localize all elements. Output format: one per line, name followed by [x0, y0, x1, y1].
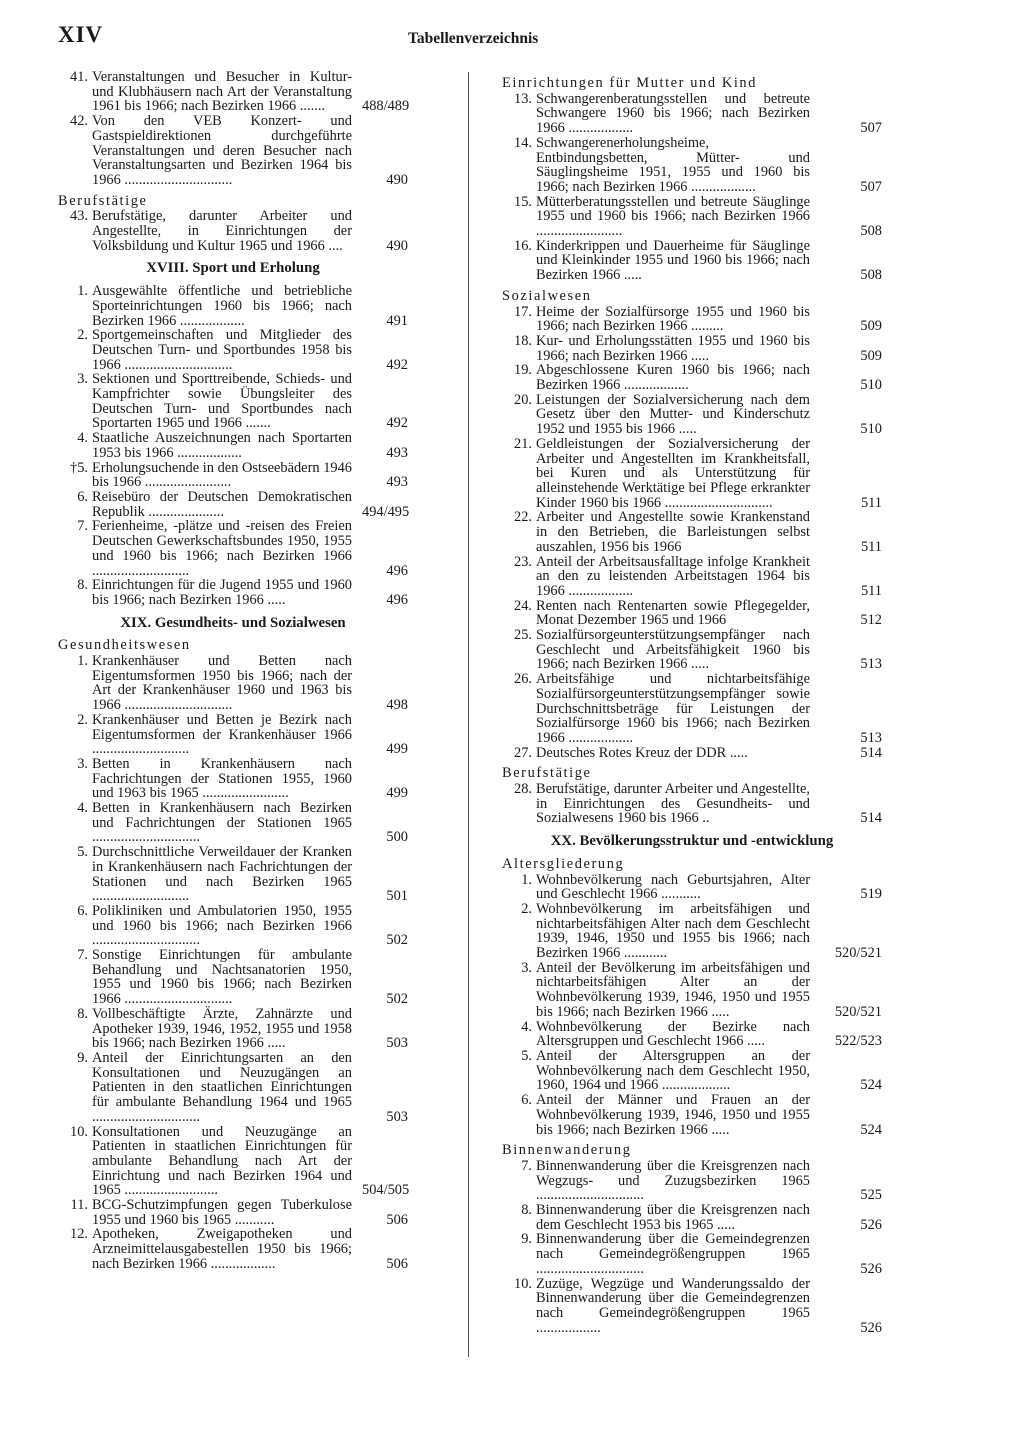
entry-number: 2.	[77, 711, 88, 728]
page-number: XIV	[58, 22, 104, 47]
entry-title: Staatliche Auszeichnungen nach Sportarten 1953 bis 1966 ..................	[92, 430, 352, 461]
entry-page: 496	[386, 591, 408, 608]
toc-entry	[502, 873, 882, 902]
toc-entry	[502, 1159, 882, 1203]
entry-page: 506	[386, 1255, 408, 1272]
entry-number: †5.	[70, 459, 88, 476]
toc-entry	[58, 578, 408, 607]
section-title: XIX. Gesundheits- und Sozialwesen	[120, 614, 346, 631]
toc-entry	[58, 284, 408, 328]
entry-number: 9.	[521, 1231, 532, 1248]
entry-title: Krankenhäuser und Betten je Bezirk nach Eigentumsformen der Krankenhäuser 1966 ...........................	[92, 711, 352, 758]
entry-number: 11.	[70, 1197, 88, 1214]
entry-number: 43.	[70, 208, 88, 225]
entry-number: 24.	[514, 597, 532, 614]
toc-entry	[58, 1227, 408, 1271]
entry-page: 492	[386, 356, 408, 373]
toc-entry	[502, 363, 882, 392]
toc-entry	[58, 801, 408, 845]
entry-page: 498	[386, 697, 408, 714]
toc-entry	[502, 334, 882, 363]
entry-number: 21.	[514, 435, 532, 452]
toc-entry	[58, 1051, 408, 1125]
entry-title: Wohnbevölkerung im arbeitsfähigen und nichtarbeitsfähigen Alter nach dem Geschlecht 1939, 1946, 1950 und 1955 bis 1966; nach Bezirken 1966 ............	[536, 900, 810, 962]
toc-entry	[58, 209, 408, 253]
entry-title: Apotheken, Zweigapotheken und Arzneimittelausgabestellen 1950 bis 1966; nach Bezirken 1966 ..................	[92, 1226, 352, 1272]
entry-number: 26.	[514, 671, 532, 688]
entry-page: 494/495	[362, 503, 410, 520]
entry-number: 6.	[521, 1092, 532, 1109]
entry-title: Deutsches Rotes Kreuz der DDR .....	[536, 744, 748, 761]
toc-entry	[58, 1125, 408, 1199]
entry-number: 13.	[514, 90, 532, 107]
entry-number: 5.	[77, 844, 88, 861]
entry-number: 14.	[514, 134, 532, 151]
entry-page: 506	[386, 1211, 408, 1228]
entry-title: Sonstige Einrichtungen für ambulante Behandlung und Nachtsanatorien 1950, 1955 und 1960 bis 1966; nach Bezirken 1966 ..............................	[92, 947, 352, 1008]
entry-number: 12.	[70, 1226, 88, 1243]
toc-entry	[58, 461, 408, 490]
toc-entry	[502, 1093, 882, 1137]
entry-number: 3.	[77, 371, 88, 388]
entry-page: 500	[386, 829, 408, 846]
entry-page: 526	[860, 1260, 882, 1277]
entry-title: Reisebüro der Deutschen Demokratischen Republik .....................	[92, 488, 352, 520]
toc-entry	[502, 1232, 882, 1276]
toc-entry	[58, 70, 408, 114]
entry-number: 2.	[521, 900, 532, 917]
entry-number: 2.	[77, 327, 88, 344]
entry-number: 3.	[77, 755, 88, 772]
entry-page: 502	[386, 991, 408, 1008]
entry-number: 1.	[77, 653, 88, 670]
entry-title: Kinderkrippen und Dauerheime für Säuglinge und Kleinkinder 1955 und 1960 bis 1966; nach Bezirken 1966 .....	[536, 237, 810, 284]
entry-title: Wohnbevölkerung nach Geburtsjahren, Alter und Geschlecht 1966 ...........	[536, 871, 810, 903]
toc-entry	[58, 114, 408, 188]
group-heading: Berufstätige	[58, 192, 148, 209]
entry-number: 23.	[514, 553, 532, 570]
entry-number: 7.	[77, 518, 88, 535]
entry-title: Veranstaltungen und Besucher in Kultur- und Klubhäusern nach Art der Veranstaltung 1961 bis 1966; nach Bezirken 1966 .......	[92, 69, 352, 115]
entry-title: Anteil der Einrichtungsarten an den Konsultationen und Neuzugängen an Patienten in den staatlichen Einrichtungen für ambulante Behandlung 1964 und 1965 ..............................	[92, 1050, 352, 1125]
toc-entry	[502, 555, 882, 599]
entry-page: 524	[860, 1121, 882, 1138]
entry-page: 512	[860, 612, 882, 629]
entry-title: Renten nach Rentenarten sowie Pflegegelder, Monat Dezember 1965 und 1966	[536, 597, 810, 629]
entry-title: Sportgemeinschaften und Mitglieder des Deutschen Turn- und Sportbundes 1958 bis 1966 ..............................	[92, 327, 352, 373]
entry-page: 504/505	[362, 1182, 410, 1199]
toc-entry	[58, 1007, 408, 1051]
entry-number: 8.	[77, 577, 88, 594]
entry-title: Einrichtungen für die Jugend 1955 und 1960 bis 1966; nach Bezirken 1966 .....	[92, 577, 352, 608]
entry-title: Binnenwanderung über die Gemeindegrenzen nach Gemeindegrößengruppen 1965 ..............................	[536, 1231, 810, 1277]
entry-page: 491	[386, 312, 408, 329]
entry-number: 19.	[514, 362, 532, 379]
group-heading: Altersgliederung	[502, 855, 625, 872]
entry-title: Wohnbevölkerung der Bezirke nach Altersgruppen und Geschlecht 1966 .....	[536, 1018, 810, 1050]
entry-title: Binnenwanderung über die Kreisgrenzen nach Wegzugs- und Zuzugsbezirken 1965 ..............................	[536, 1157, 810, 1204]
entry-page: 513	[860, 656, 882, 673]
toc-entry	[502, 510, 882, 554]
entry-number: 7.	[77, 947, 88, 964]
toc-entry	[58, 490, 408, 519]
toc-entry	[502, 782, 882, 826]
entry-page: 493	[386, 444, 408, 461]
entry-page: 501	[386, 888, 408, 905]
entry-page: 519	[860, 886, 882, 903]
entry-number: 16.	[514, 237, 532, 254]
entry-page: 502	[386, 932, 408, 949]
entry-title: Binnenwanderung über die Kreisgrenzen nach dem Geschlecht 1953 bis 1965 .....	[536, 1202, 810, 1233]
group-heading: Sozialwesen	[502, 287, 592, 304]
toc-entry	[502, 393, 882, 437]
entry-title: Schwangerenerholungsheime, Entbindungsbetten, Mütter- und Säuglingsheime 1951, 1955 und 1960 bis 1966; nach Bezirken 1966 ..................	[536, 134, 810, 195]
entry-number: 6.	[77, 902, 88, 919]
toc-entry	[58, 1198, 408, 1227]
entry-title: Geldleistungen der Sozialversicherung der Arbeiter und Angestellten im Krankheitsfall, bei Kuren und als Unterstützung für alleinstehende Werktätige bei Pflege erkrankter Kinder 1960 bis 1966 ..............................	[536, 435, 810, 511]
entry-page: 503	[386, 1108, 408, 1125]
entry-number: 42.	[70, 113, 88, 130]
page-header-title: Tabellenverzeichnis	[408, 30, 539, 47]
entry-title: Ferienheime, -plätze und -reisen des Freien Deutschen Gewerkschaftsbundes 1950, 1955 und 1960 bis 1966; nach Bezirken 1966 ...........................	[92, 518, 352, 579]
entry-number: 5.	[521, 1048, 532, 1064]
entry-number: 4.	[77, 800, 88, 817]
entry-number: 18.	[514, 332, 532, 349]
entry-page: 488/489	[362, 98, 410, 115]
entry-page: 526	[860, 1216, 882, 1233]
entry-title: Durchschnittliche Verweildauer der Kranken in Krankenhäusern nach Fachrichtungen der Stationen und nach Bezirken 1965 ...........................	[92, 844, 352, 905]
entry-title: Arbeiter und Angestellte sowie Krankenstand in den Betrieben, die Barleistungen selbst auszahlen, 1956 bis 1966	[536, 509, 810, 555]
entry-page: 511	[860, 582, 882, 599]
entry-title: Konsultationen und Neuzugänge an Patienten in staatlichen Einrichtungen für ambulante Behandlung nach Art der Einrichtung und nach Bezirken 1964 und 1965 ..........................	[92, 1123, 352, 1199]
entry-number: 3.	[521, 959, 532, 976]
entry-page: 509	[860, 318, 882, 335]
entry-title: Krankenhäuser und Betten nach Eigentumsformen 1950 bis 1966; nach der Art der Krankenhäuser 1960 und 1963 bis 1966 ..............................	[92, 653, 352, 714]
toc-entry	[58, 845, 408, 904]
entry-page: 499	[386, 741, 408, 758]
entry-number: 8.	[77, 1005, 88, 1022]
entry-number: 10.	[514, 1275, 532, 1292]
entry-page: 492	[386, 415, 408, 432]
entry-number: 9.	[77, 1050, 88, 1066]
toc-entry	[502, 195, 882, 239]
entry-title: Kur- und Erholungsstätten 1955 und 1960 bis 1966; nach Bezirken 1966 .....	[536, 332, 810, 364]
entry-title: Betten in Krankenhäusern nach Fachrichtungen der Stationen 1955, 1960 und 1963 bis 1965 ........................	[92, 755, 352, 802]
entry-page: 514	[860, 810, 882, 827]
entry-title: Anteil der Arbeitsausfalltage infolge Krankheit an den zu leistenden Arbeitstagen 1964 bis 1966 ..................	[536, 553, 810, 599]
entry-page: 520/521	[834, 1003, 882, 1020]
entry-title: BCG-Schutzimpfungen gegen Tuberkulose 1955 und 1960 bis 1965 ...........	[92, 1197, 352, 1228]
entry-page: 520/521	[834, 945, 882, 962]
entry-number: 41.	[70, 69, 88, 85]
entry-number: 22.	[514, 509, 532, 526]
section-title: XX. Bevölkerungsstruktur und -entwicklung	[550, 833, 834, 850]
entry-title: Abgeschlossene Kuren 1960 bis 1966; nach Bezirken 1966 ..................	[536, 362, 810, 394]
entry-title: Ausgewählte öffentliche und betriebliche Sporteinrichtungen 1960 bis 1966; nach Bezirken 1966 ..................	[92, 283, 352, 329]
entry-number: 27.	[514, 744, 532, 761]
toc-entry	[502, 902, 882, 961]
entry-title: Von den VEB Konzert- und Gastspieldirektionen durchgeführte Veranstaltungen und deren Besucher nach Veranstaltungsarten und Bezirken 1964 bis 1966 ..............................	[92, 113, 352, 188]
entry-page: 524	[860, 1077, 882, 1094]
entry-page: 513	[860, 729, 882, 746]
entry-title: Zuzüge, Wegzüge und Wanderungssaldo der Binnenwanderung über die Gemeindegrenzen nach Gemeindegrößengruppen 1965 ..................	[536, 1275, 810, 1336]
toc-entry	[58, 328, 408, 372]
entry-number: 28.	[514, 781, 532, 798]
entry-number: 8.	[521, 1202, 532, 1219]
entry-title: Erholungsuchende in den Ostseebädern 1946 bis 1966 ........................	[92, 459, 352, 491]
entry-page: 496	[386, 562, 408, 579]
entry-title: Arbeitsfähige und nichtarbeitsfähige Sozialfürsorgeunterstützungsempfänger sowie Durchschnittsbeträge für Leistungen der Sozialfürsorge 1960 bis 1966; nach Bezirken 1966 ..................	[536, 671, 810, 746]
toc-entry	[58, 948, 408, 1007]
entry-title: Leistungen der Sozialversicherung nach dem Gesetz über den Mutter- und Kinderschutz 1952 und 1955 bis 1966 .....	[536, 391, 810, 438]
toc-entry	[58, 431, 408, 460]
toc-entry	[58, 519, 408, 578]
toc-entry	[502, 599, 882, 628]
entry-title: Polikliniken und Ambulatorien 1950, 1955 und 1960 bis 1966; nach Bezirken 1966 ..............................	[92, 902, 352, 949]
entry-number: 6.	[77, 488, 88, 505]
entry-title: Heime der Sozialfürsorge 1955 und 1960 bis 1966; nach Bezirken 1966 .........	[536, 303, 810, 335]
toc-entry	[502, 961, 882, 1020]
entry-page: 508	[860, 223, 882, 240]
entry-page: 499	[386, 785, 408, 802]
entry-number: 15.	[514, 193, 532, 210]
group-heading: Binnenwanderung	[502, 1142, 632, 1159]
entry-page: 511	[860, 538, 882, 555]
toc-entry	[58, 372, 408, 431]
toc-entry	[502, 136, 882, 195]
entry-page: 507	[860, 178, 882, 195]
toc-entry	[502, 672, 882, 746]
entry-page: 490	[386, 237, 408, 254]
toc-entry	[502, 1203, 882, 1232]
toc-entry	[502, 239, 882, 283]
entry-number: 7.	[521, 1157, 532, 1174]
toc-entry	[58, 713, 408, 757]
entry-title: Mütterberatungsstellen und betreute Säuglinge 1955 und 1960 bis 1966; nach Bezirken 1966 ........................	[536, 193, 810, 240]
toc-entry	[502, 437, 882, 511]
entry-page: 493	[386, 474, 408, 491]
entry-number: 25.	[514, 627, 532, 644]
entry-title: Betten in Krankenhäusern nach Bezirken und Fachrichtungen der Stationen 1965 ..............................	[92, 800, 352, 846]
group-heading: Gesundheitswesen	[58, 637, 191, 654]
group-heading: Berufstätige	[502, 765, 592, 782]
entry-page: 509	[860, 347, 882, 364]
entry-page: 514	[860, 744, 882, 761]
right-column	[502, 70, 882, 1335]
entry-page: 507	[860, 120, 882, 137]
entry-title: Anteil der Männer und Frauen an der Wohnbevölkerung 1939, 1946, 1950 und 1955 bis 1966; nach Bezirken 1966 .....	[536, 1092, 810, 1138]
left-column	[58, 70, 408, 1272]
group-heading: Einrichtungen für Mutter und Kind	[502, 75, 758, 91]
toc-entry	[502, 1049, 882, 1093]
entry-title: Vollbeschäftigte Ärzte, Zahnärzte und Apotheker 1939, 1946, 1952, 1955 und 1958 bis 1966; nach Bezirken 1966 .....	[92, 1005, 352, 1052]
entry-number: 10.	[70, 1123, 88, 1140]
entry-number: 1.	[77, 283, 88, 300]
entry-number: 4.	[77, 430, 88, 447]
entry-page: 503	[386, 1035, 408, 1052]
entry-number: 20.	[514, 391, 532, 408]
toc-entry	[502, 1020, 882, 1049]
entry-number: 1.	[521, 871, 532, 888]
toc-entry	[502, 305, 882, 334]
entry-title: Berufstätige, darunter Arbeiter und Angestellte, in Einrichtungen des Gesundheits- und Sozialwesens 1960 bis 1966 ..	[536, 781, 810, 827]
entry-page: 511	[860, 494, 882, 511]
column-divider	[468, 72, 469, 1357]
entry-title: Schwangerenberatungsstellen und betreute Schwangere 1960 bis 1966; nach Bezirken 1966 ..................	[536, 90, 810, 137]
entry-title: Sektionen und Sporttreibende, Schieds- und Kampfrichter sowie Übungsleiter des Deutschen Turn- und Sportbundes nach Sportarten 1965 und 1966 .......	[92, 371, 352, 432]
toc-entry	[502, 746, 882, 761]
toc-entry	[58, 904, 408, 948]
entry-title: Anteil der Bevölkerung im arbeitsfähigen und nichtarbeitsfähigen Alter an der Wohnbevölkerung 1939, 1946, 1950 und 1955 bis 1966; nach Bezirken 1966 .....	[536, 959, 810, 1020]
entry-title: Berufstätige, darunter Arbeiter und Angestellte, in Einrichtungen der Volksbildung und Kultur 1965 und 1966 ....	[92, 208, 352, 254]
entry-page: 490	[386, 171, 408, 188]
entry-page: 508	[860, 267, 882, 284]
entry-page: 510	[860, 377, 882, 394]
toc-entry	[502, 628, 882, 672]
toc-entry	[58, 654, 408, 713]
entry-title: Anteil der Altersgruppen an der Wohnbevölkerung nach dem Geschlecht 1950, 1960, 1964 und 1966 ...................	[536, 1048, 810, 1094]
toc-entry	[502, 92, 882, 136]
toc-entry	[58, 757, 408, 801]
toc-entry	[502, 1277, 882, 1336]
entry-page: 510	[860, 421, 882, 438]
entry-page: 526	[860, 1319, 882, 1336]
section-title: XVIII. Sport und Erholung	[146, 260, 320, 277]
entry-page: 525	[860, 1187, 882, 1204]
entry-title: Sozialfürsorgeunterstützungsempfänger nach Geschlecht und Arbeitsfähigkeit 1960 bis 1966; nach Bezirken 1966 .....	[536, 627, 810, 673]
entry-number: 4.	[521, 1018, 532, 1035]
entry-page: 522/523	[834, 1033, 882, 1050]
entry-number: 17.	[514, 303, 532, 320]
